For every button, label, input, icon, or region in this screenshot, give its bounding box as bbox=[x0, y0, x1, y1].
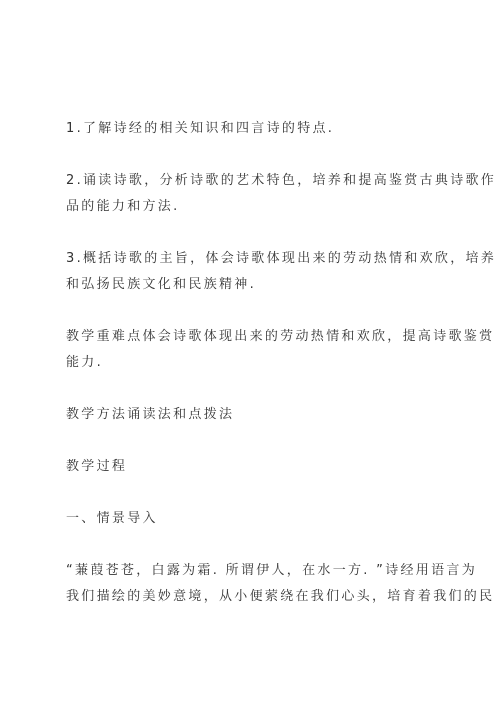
objective-item-2-line-2: 品的能力和方法. bbox=[66, 199, 180, 214]
objective-item-2-line-1: 2.诵读诗歌，分析诗歌的艺术特色，培养和提高鉴赏古典诗歌作 bbox=[66, 173, 497, 188]
section-1-heading: 一、情景导入 bbox=[66, 511, 158, 526]
teaching-process-heading: 教学过程 bbox=[66, 459, 128, 474]
objective-item-1: 1.了解诗经的相关知识和四言诗的特点. bbox=[66, 121, 335, 136]
objective-item-3-line-1: 3.概括诗歌的主旨，体会诗歌体现出来的劳动热情和欢欣，培养 bbox=[66, 251, 497, 266]
intro-paragraph-line-1: “蒹葭苍苍，白露为霜. 所谓伊人，在水一方. ”诗经用语言为 bbox=[66, 563, 477, 578]
key-points-line-2: 能力. bbox=[66, 355, 104, 370]
intro-paragraph-line-2: 我们描绘的美妙意境，从小便萦绕在我们心头，培育着我们的民 bbox=[66, 589, 495, 604]
key-points-line-1: 教学重难点体会诗歌体现出来的劳动热情和欢欣，提高诗歌鉴赏 bbox=[66, 329, 495, 344]
objective-item-3-line-2: 和弘扬民族文化和民族精神. bbox=[66, 277, 257, 292]
teaching-methods: 教学方法诵读法和点拨法 bbox=[66, 407, 235, 422]
